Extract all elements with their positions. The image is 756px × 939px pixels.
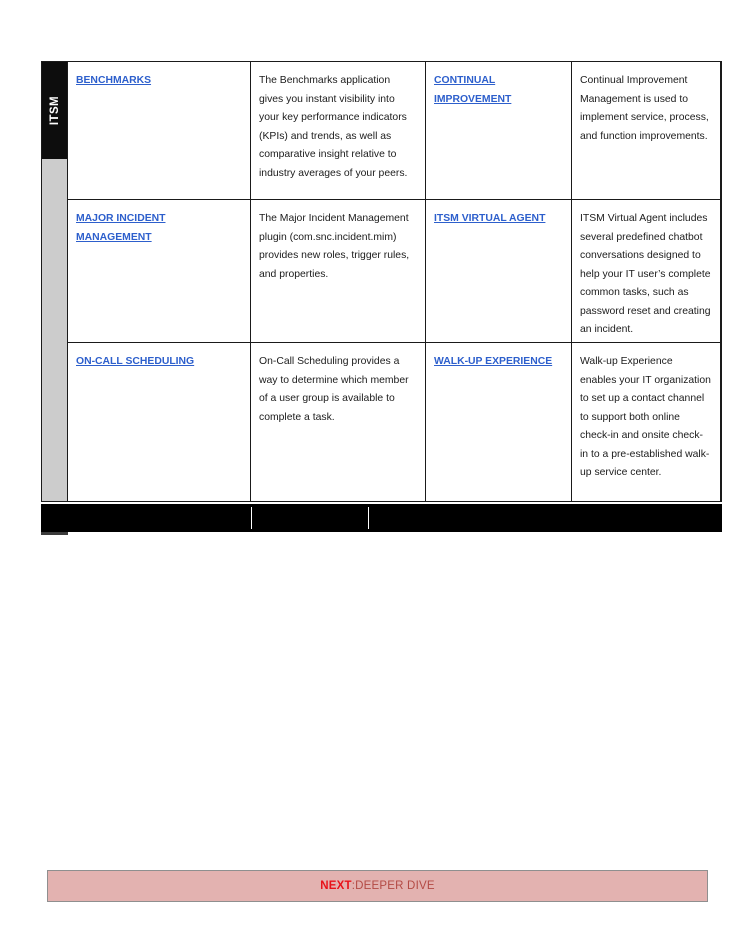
app-name-cell bbox=[426, 343, 572, 501]
app-description-text: The Major Incident Management plugin (com.snc.incident.mim) provides new roles, trigger rules, and properties. bbox=[259, 213, 410, 280]
app-description-text: ITSM Virtual Agent includes several predefined chatbot conversations designed to help your IT user’s complete common tasks, such as password reset and creating an incident. bbox=[580, 213, 711, 335]
app-description-cell bbox=[572, 343, 720, 501]
app-name-cell bbox=[68, 200, 251, 342]
table-body bbox=[68, 61, 722, 502]
footer-column-tick bbox=[368, 507, 369, 529]
app-link-itsm-virtual-agent[interactable]: ITSM VIRTUAL AGENT bbox=[434, 213, 546, 224]
table-row bbox=[68, 62, 720, 200]
next-section-banner[interactable] bbox=[47, 870, 708, 902]
app-description-cell bbox=[251, 200, 426, 342]
table-row bbox=[68, 343, 720, 501]
app-name-cell bbox=[68, 343, 251, 501]
app-name-cell bbox=[426, 200, 572, 342]
footer-column-tick bbox=[251, 507, 252, 529]
app-description-cell bbox=[251, 343, 426, 501]
app-link-walk-up-experience[interactable]: WALK-UP EXPERIENCE bbox=[434, 356, 553, 367]
table-footer-bar bbox=[41, 504, 722, 532]
app-link-major-incident-management[interactable]: MAJOR INCIDENT MANAGEMENT bbox=[76, 213, 166, 243]
app-link-continual-improvement[interactable]: CONTINUAL IMPROVEMENT bbox=[434, 75, 512, 105]
table-grid bbox=[41, 61, 722, 502]
app-name-cell bbox=[426, 62, 572, 199]
footer-rail-shadow bbox=[41, 532, 68, 535]
app-link-benchmarks[interactable]: BENCHMARKS bbox=[76, 75, 152, 86]
next-separator: : bbox=[351, 880, 356, 892]
itsm-applications-table bbox=[41, 61, 722, 502]
app-description-cell bbox=[572, 200, 720, 342]
app-link-on-call-scheduling[interactable]: ON-CALL SCHEDULING bbox=[76, 356, 195, 367]
app-description-text: The Benchmarks application gives you instant visibility into your key performance indicators (KPIs) and trends, as well as comparative insight relative to industry averages of your peers. bbox=[259, 75, 408, 179]
next-label: NEXT bbox=[320, 880, 352, 892]
app-description-cell bbox=[251, 62, 426, 199]
section-rail-header bbox=[42, 62, 67, 159]
app-name-cell bbox=[68, 62, 251, 199]
section-rail bbox=[41, 61, 68, 502]
app-description-text: On-Call Scheduling provides a way to determine which member of a user group is available to complete a task. bbox=[259, 356, 409, 423]
app-description-cell bbox=[572, 62, 720, 199]
table-row bbox=[68, 200, 720, 343]
section-rail-label: ITSM bbox=[48, 95, 61, 126]
next-target-label: DEEPER DIVE bbox=[355, 880, 435, 892]
app-description-text: Walk-up Experience enables your IT organization to set up a contact channel to support both online check-in and onsite check-in to a pre-established walk-up service center. bbox=[580, 356, 711, 478]
app-description-text: Continual Improvement Management is used to implement service, process, and function improvements. bbox=[580, 75, 709, 142]
